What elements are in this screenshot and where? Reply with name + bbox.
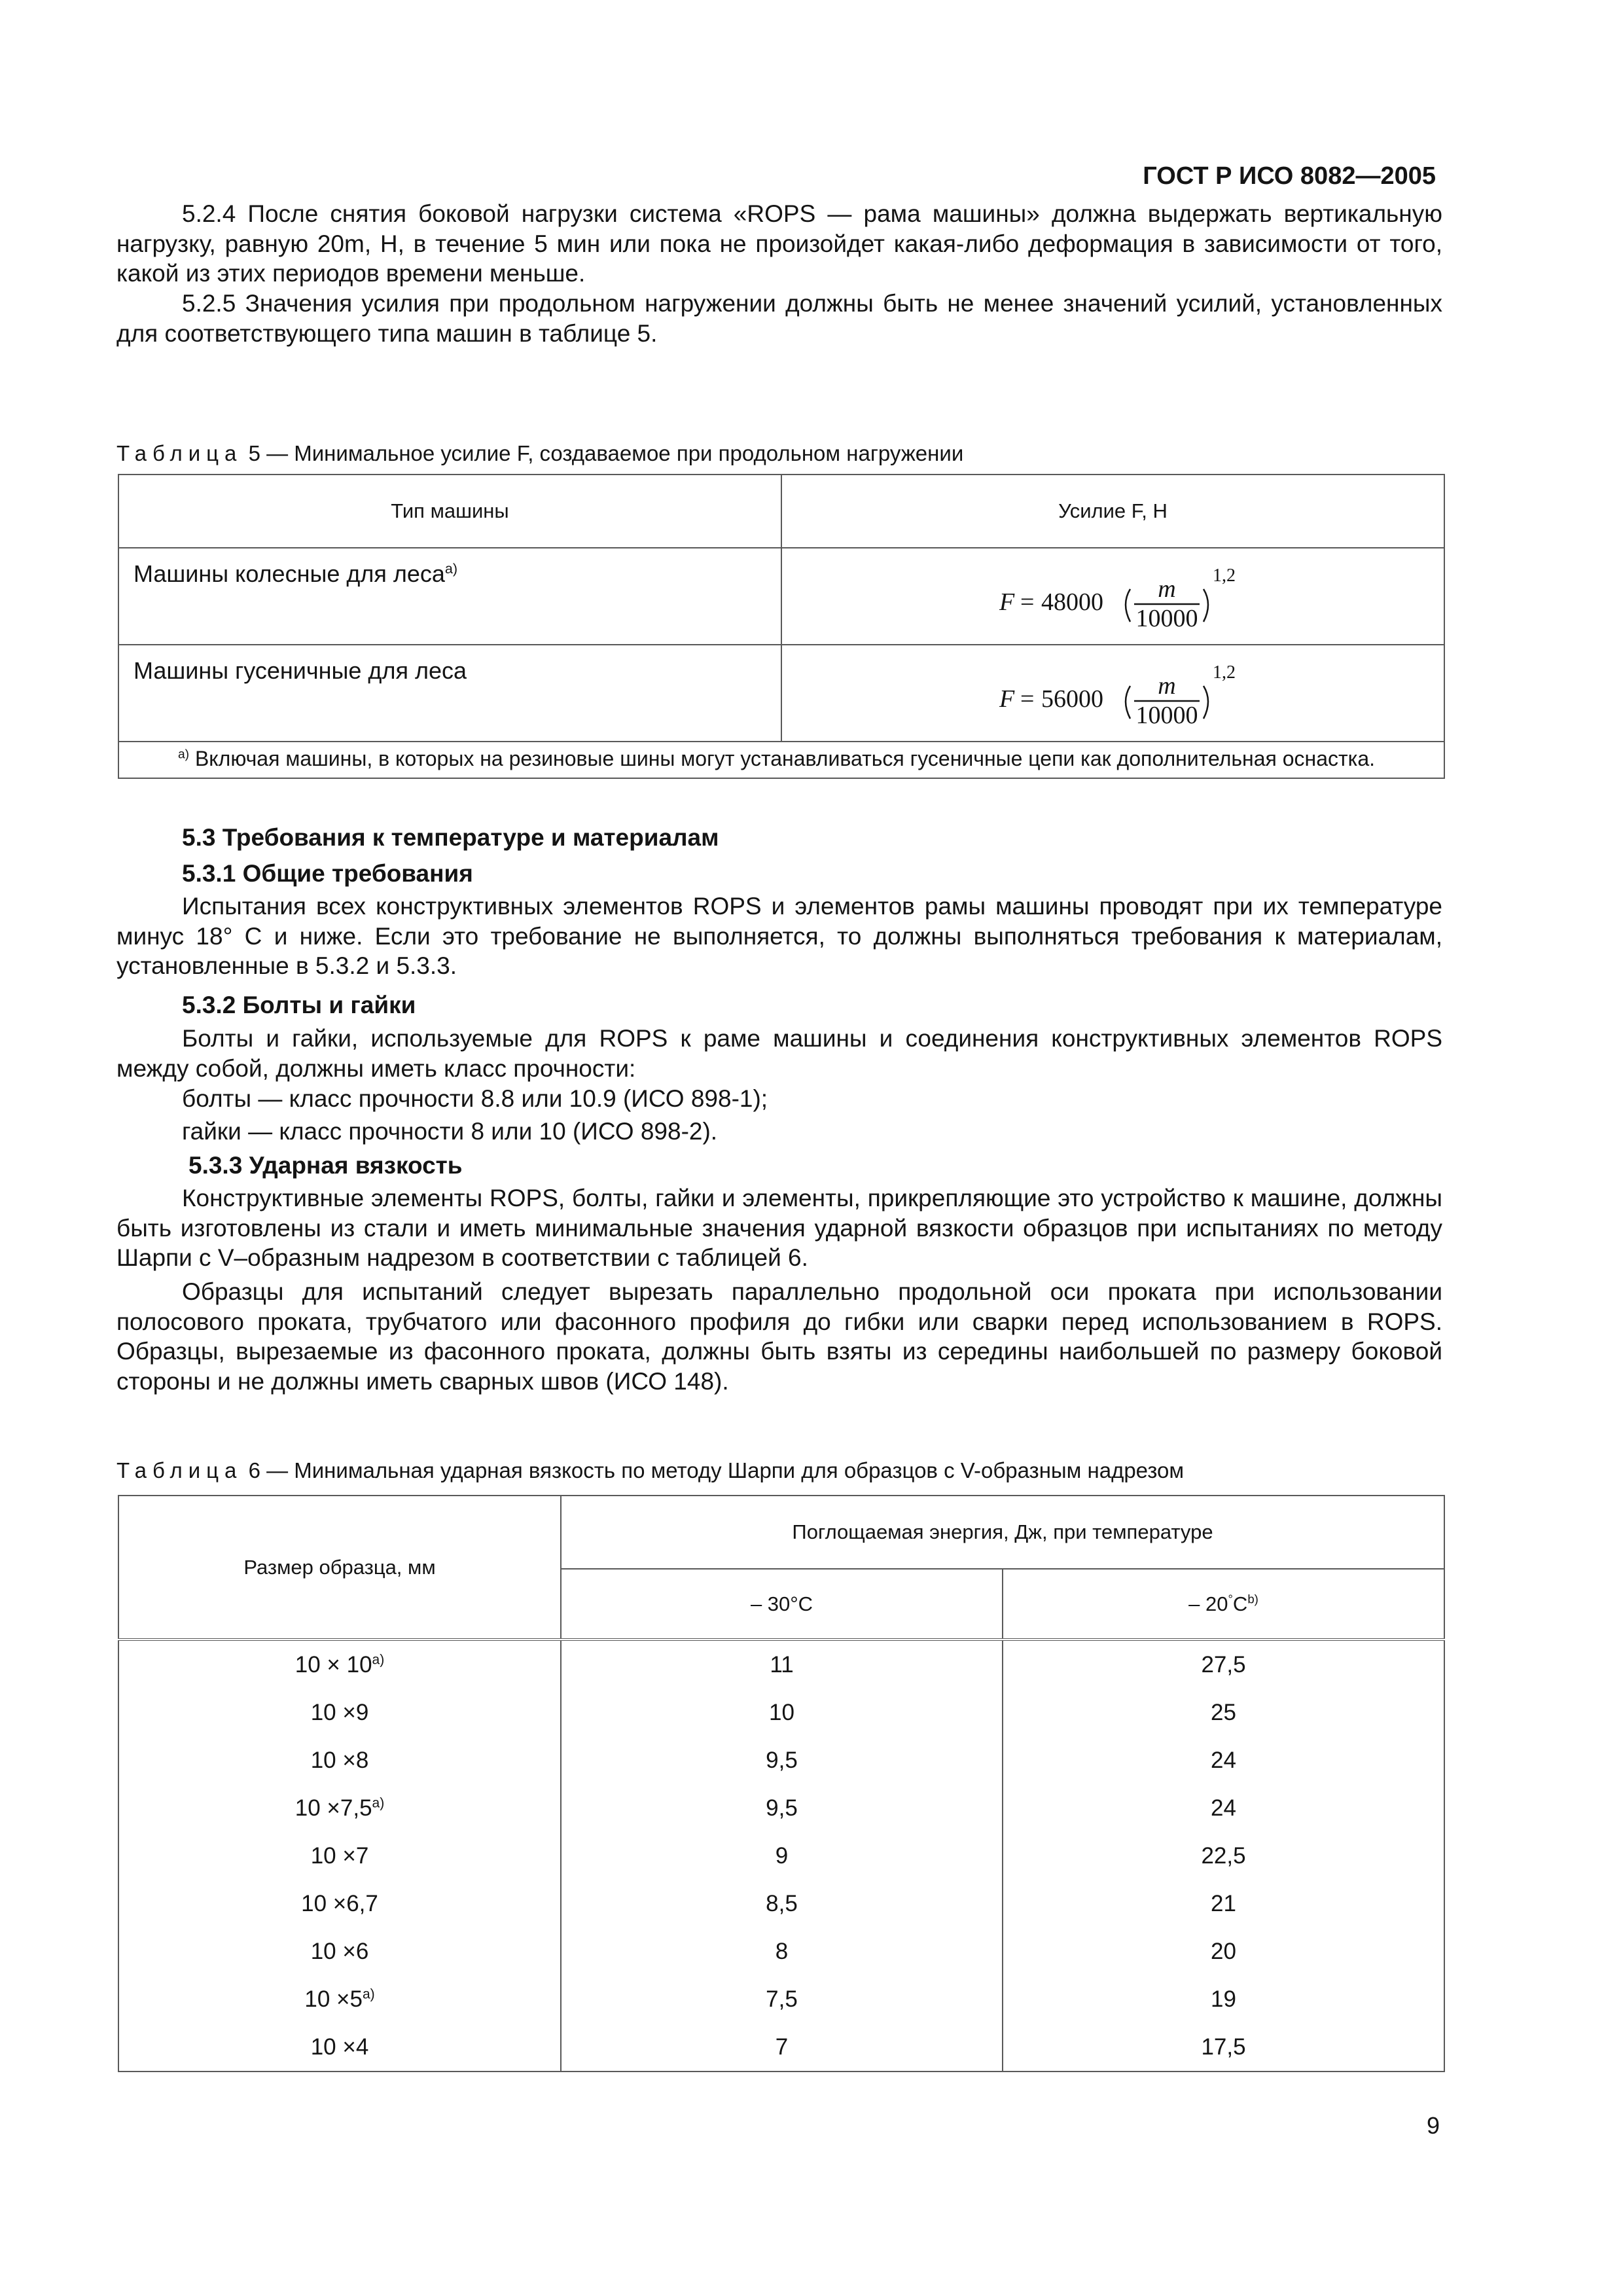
force-formula <box>782 558 1444 635</box>
page-number: 9 <box>1426 2112 1440 2139</box>
formula-denominator: 10000 <box>1135 605 1198 632</box>
formula-left-paren <box>1126 589 1130 622</box>
table6-cell-size: 10 ×9 <box>118 1689 561 1736</box>
table6-cell-minus20: 17,5 <box>1003 2023 1444 2072</box>
table6-cell-minus30: 10 <box>561 1689 1003 1736</box>
formula-lhs: F <box>999 685 1014 713</box>
table6-cell-minus20: 25 <box>1003 1689 1444 1736</box>
table6-cell-size: $10 \times 10^{a)}$ <box>118 1640 561 1689</box>
heading-5-3-3: 5.3.3 Ударная вязкость <box>188 1152 463 1179</box>
table6-cell-minus20: 24 <box>1003 1736 1444 1784</box>
document-code: ГОСТ Р ИСО 8082—2005 <box>1143 162 1436 190</box>
table6-row <box>118 1640 1444 1689</box>
table6-cell-minus30: 9,5 <box>561 1736 1003 1784</box>
table6-cell-size: $10 \times 7,5^{a)}$ <box>118 1784 561 1832</box>
formula-right-paren <box>1204 686 1208 719</box>
table6-header-minus20: – $20^\circ С^{b)}$ <box>1003 1569 1444 1640</box>
formula-equals: = <box>1020 588 1034 616</box>
table6-cell-minus20: 22,5 <box>1003 1832 1444 1880</box>
table6-row <box>118 1928 1444 1975</box>
table6-row <box>118 1736 1444 1784</box>
table6-cell-minus30: 11 <box>561 1640 1003 1689</box>
table6-body <box>118 1640 1444 2072</box>
table6-cell-minus30: 9 <box>561 1832 1003 1880</box>
table5-footnote <box>118 742 1444 778</box>
table6-caption: Таблица 6 — Минимальная ударная вязкость по методу Шарпи для образцов с V-образным надрезом <box>116 1458 1185 1482</box>
table5-cell-type <box>118 548 781 645</box>
formula-right-paren <box>1204 589 1208 622</box>
table5-cell-force <box>781 645 1444 742</box>
table6-cell-size: 10 ×8 <box>118 1736 561 1784</box>
paragraph-5-3-3-b: Образцы для испытаний следует вырезать параллельно продольной оси проката при использовании полосового проката, трубчатого или фасонного профиля до гибки или сварки перед использованием в ROPS. Образцы, вырезаемые из фасонного проката, должны быть взяты из середины наибольшей по размеру боковой стороны и не должны иметь сварных швов (ИСО 148). <box>116 1278 1442 1395</box>
formula-numerator: m <box>1157 575 1176 603</box>
formula-numerator: m <box>1157 672 1176 700</box>
table6-header-size: Размер образца, мм <box>118 1496 561 1640</box>
footnote-marker: a) <box>362 1986 375 2001</box>
table6-cell-minus20: 27,5 <box>1003 1640 1444 1689</box>
formula-denominator: 10000 <box>1135 702 1198 729</box>
table6-header-minus30: – 30°С <box>561 1569 1003 1640</box>
table6-row <box>118 1832 1444 1880</box>
table6-cell-size: 10 ×6 <box>118 1928 561 1975</box>
table6-row <box>118 1689 1444 1736</box>
formula-coefficient: 48000 <box>1041 588 1103 616</box>
table5-header-force: Усилие F, Н <box>781 475 1444 548</box>
table6-row <box>118 1975 1444 2023</box>
formula-coefficient: 56000 <box>1041 685 1103 713</box>
table6-cell-minus20: 24 <box>1003 1784 1444 1832</box>
machine-type-label: Машины гусеничные для леса <box>134 657 467 684</box>
table6-cell-minus30: 9,5 <box>561 1784 1003 1832</box>
table6-row <box>118 1784 1444 1832</box>
paragraph-5-2-4: 5.2.4 После снятия боковой нагрузки система «ROPS — рама машины» должна выдержать вертикальную нагрузку, равную 20m, Н, в течение 5 мин или пока не произойдет какая-либо деформация в зависимости от того, какой из этих периодов времени меньше. <box>116 200 1442 287</box>
force-formula <box>782 655 1444 732</box>
table6-cell-minus30: 8 <box>561 1928 1003 1975</box>
table6-cell-size: $10 \times 5^{a)}$ <box>118 1975 561 2023</box>
formula-lhs: F <box>999 588 1014 616</box>
table5-body <box>118 548 1444 778</box>
table6-cell-minus30: 7 <box>561 2023 1003 2072</box>
paragraph-5-3-1: Испытания всех конструктивных элементов ROPS и элементов рамы машины проводят при их температуре минус 18° С и ниже. Если это требование не выполняется, то должны выполняться требования к материалам, установленные в 5.3.2 и 5.3.3. <box>116 893 1442 979</box>
table6-row <box>118 1880 1444 1928</box>
heading-5-3-2: 5.3.2 Болты и гайки <box>182 992 416 1018</box>
heading-5-3: 5.3 Требования к температуре и материалам <box>182 824 719 851</box>
table6-cell-minus30: 7,5 <box>561 1975 1003 2023</box>
list-item-nuts: гайки — класс прочности 8 или 10 (ИСО 898-2). <box>182 1118 718 1145</box>
table5-header-type: Тип машины <box>118 475 781 548</box>
footnote-marker: а) <box>444 560 458 577</box>
table-6 <box>118 1495 1445 2072</box>
table6-cell-size: 10 ×7 <box>118 1832 561 1880</box>
footnote-marker: а) <box>178 747 190 762</box>
formula-exponent: 1,2 <box>1212 662 1236 683</box>
formula-exponent: 1,2 <box>1212 565 1236 586</box>
table-5 <box>118 474 1445 779</box>
machine-type-label: Машины колесные для леса <box>134 560 445 587</box>
table6-row <box>118 2023 1444 2072</box>
table6-cell-minus20: 20 <box>1003 1928 1444 1975</box>
table5-caption: Таблица 5 — Минимальное усилие F, создаваемое при продольном нагружении <box>116 441 964 465</box>
table5-footnote-row <box>118 742 1444 778</box>
table6-cell-minus20: 19 <box>1003 1975 1444 2023</box>
paragraph-5-3-3-a: Конструктивные элементы ROPS, болты, гайки и элементы, прикрепляющие это устройство к машине, должны быть изготовлены из стали и иметь минимальные значения ударной вязкости образцов при испытаниях по методу Шарпи с V–образным надрезом в соответствии с таблицей 6. <box>116 1185 1442 1271</box>
table6-cell-size: 10 ×4 <box>118 2023 561 2072</box>
formula-equals: = <box>1020 685 1034 713</box>
formula-left-paren <box>1126 686 1130 719</box>
footnote-marker: a) <box>372 1795 385 1810</box>
footnote-marker: a) <box>372 1651 385 1667</box>
table6-cell-minus20: 21 <box>1003 1880 1444 1928</box>
table5-cell-type <box>118 645 781 742</box>
heading-5-3-1: 5.3.1 Общие требования <box>182 860 473 887</box>
table5-row <box>118 645 1444 742</box>
footnote-text: Включая машины, в которых на резиновые шины могут устанавливаться гусеничные цепи как дополнительная оснастка. <box>189 747 1376 770</box>
paragraph-5-2-5: 5.2.5 Значения усилия при продольном нагружении должны быть не менее значений усилий, установленных для соответствующего типа машин в таблице 5. <box>116 290 1442 347</box>
table6-header-energy: Поглощаемая энергия, Дж, при температуре <box>561 1496 1444 1569</box>
table5-row <box>118 548 1444 645</box>
table6-cell-minus30: 8,5 <box>561 1880 1003 1928</box>
table5-cell-force <box>781 548 1444 645</box>
paragraph-5-3-2: Болты и гайки, используемые для ROPS к раме машины и соединения конструктивных элементов ROPS между собой, должны иметь класс прочности: <box>116 1025 1442 1082</box>
list-item-bolts: болты — класс прочности 8.8 или 10.9 (ИСО 898-1); <box>182 1085 768 1112</box>
table6-cell-size: 10 ×6,7 <box>118 1880 561 1928</box>
